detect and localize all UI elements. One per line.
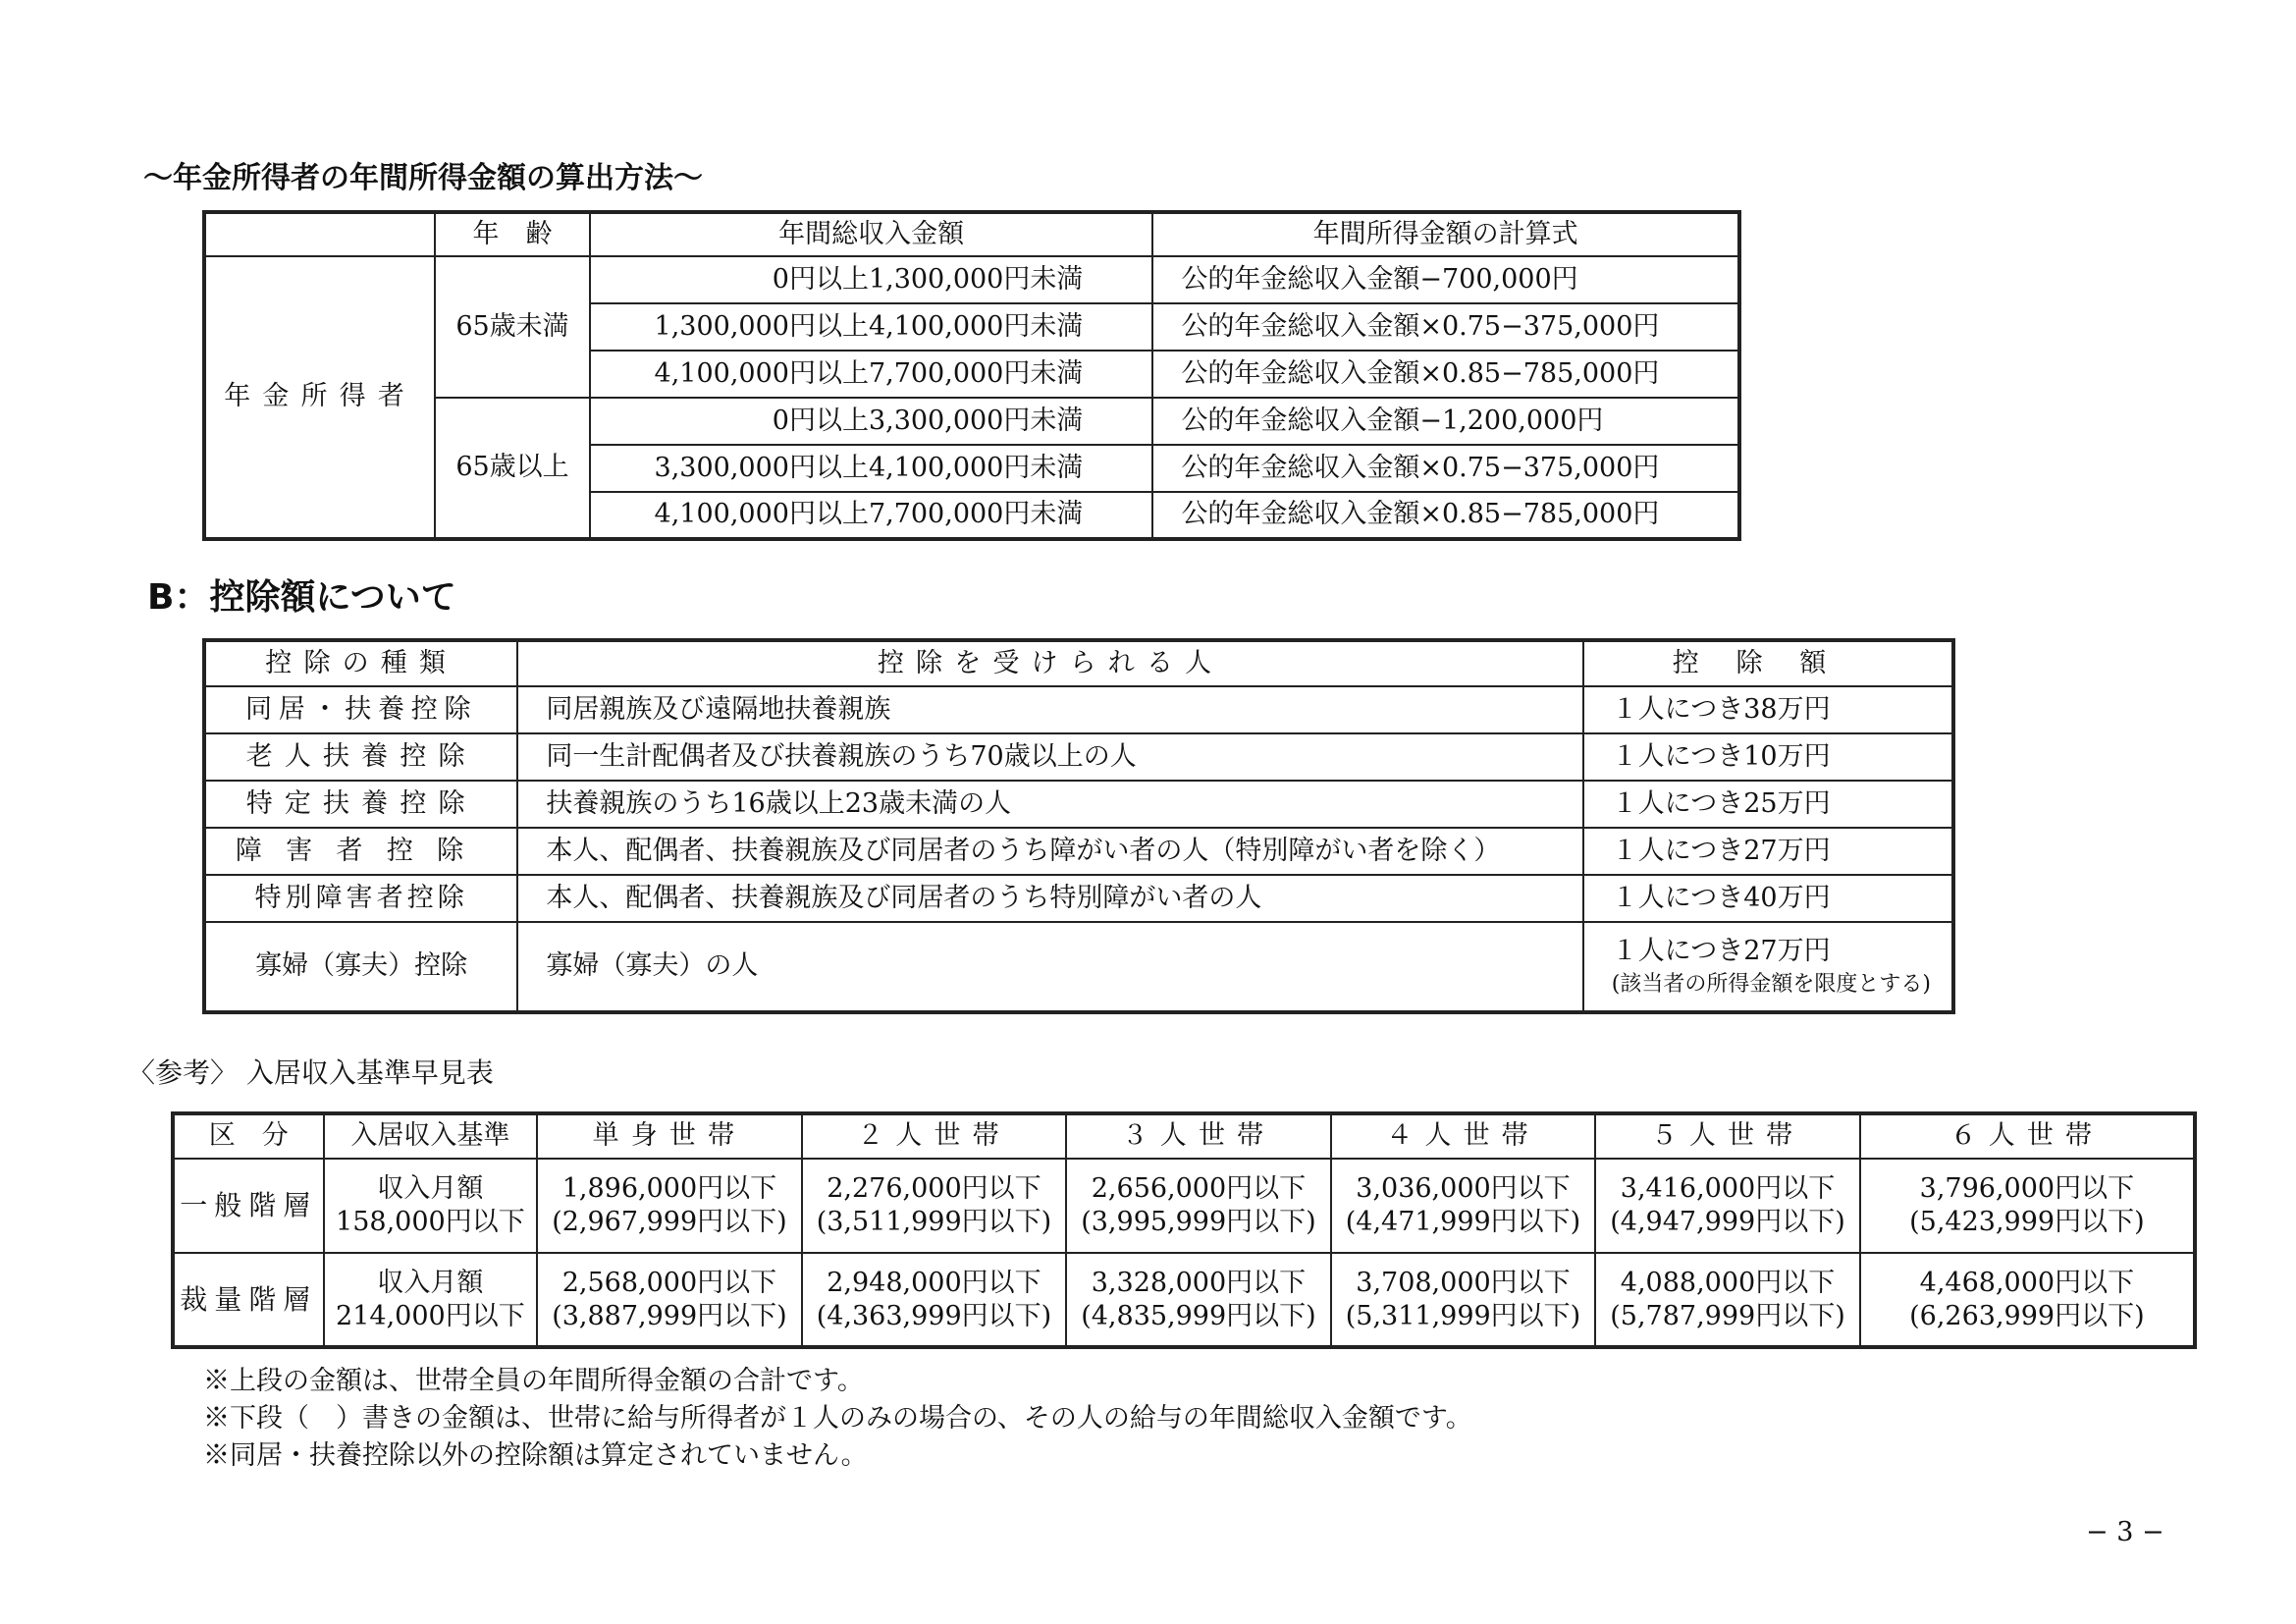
deduction-table [202,638,1955,1014]
income-salary: (4,835,999円以下) [1081,1300,1316,1331]
page-number: − 3 − [2086,1517,2164,1547]
range-cell: 1,300,000円以上4,100,000円未満 [590,303,1153,351]
note-line: ※上段の金額は、世帯全員の年間所得金額の合計です。 [203,1366,864,1396]
tier-label-cell: 裁量階層 [173,1253,324,1347]
income-cell [537,1159,802,1253]
header-cell: ４人世帯 [1331,1113,1596,1159]
income-salary: (3,995,999円以下) [1081,1207,1316,1237]
header-cell: 年 齢 [435,212,590,256]
criteria-line: 収入月額 [377,1173,484,1204]
header-cell: 年間所得金額の計算式 [1152,212,1739,256]
table-row [204,256,1739,303]
table-row [173,1159,2195,1253]
deduction-amount-text: １人につき27万円 [1611,936,1831,967]
criteria-cell [324,1253,538,1347]
deduction-who-cell: 同居親族及び遠隔地扶養親族 [517,686,1582,733]
range-cell: 0円以上3,300,000円未満 [590,398,1153,445]
header-cell: 年間総収入金額 [590,212,1153,256]
header-cell: 控除の種類 [204,640,517,686]
formula-cell: 公的年金総収入金額−1,200,000円 [1152,398,1739,445]
income-cell [802,1159,1067,1253]
table-header-row [204,640,1953,686]
formula-cell: 公的年金総収入金額−700,000円 [1152,256,1739,303]
deduction-section-title: B：控除額について [147,577,456,618]
table-row [204,733,1953,781]
income-total: 3,708,000円以下 [1356,1267,1571,1298]
table-header-row [173,1113,2195,1159]
deduction-type-cell: 障害者控除 [204,828,517,875]
deduction-amount-note: (該当者の所得金額を限度とする) [1611,971,1931,997]
note-line: ※同居・扶養控除以外の控除額は算定されていません。 [203,1440,868,1471]
income-cell [1066,1159,1331,1253]
income-reference-table [171,1111,2197,1349]
deduction-type-cell: 同居・扶養控除 [204,686,517,733]
range-cell: 3,300,000円以上4,100,000円未満 [590,445,1153,492]
income-cell [1331,1253,1596,1347]
tier-label-cell: 一般階層 [173,1159,324,1253]
income-cell [1066,1253,1331,1347]
range-cell: 4,100,000円以上7,700,000円未満 [590,351,1153,398]
note-line: ※下段（ ）書きの金額は、世帯に給与所得者が１人のみの場合の、その人の給与の年間総収入金額です。 [203,1403,1472,1434]
income-salary: (5,311,999円以下) [1345,1300,1581,1331]
income-salary: (4,363,999円以下) [816,1300,1052,1331]
income-total: 3,796,000円以下 [1919,1173,2135,1204]
income-total: 3,416,000円以下 [1620,1173,1836,1204]
header-cell: ５人世帯 [1595,1113,1860,1159]
formula-cell: 公的年金総収入金額×0.75−375,000円 [1152,445,1739,492]
deduction-who-cell: 寡婦（寡夫）の人 [517,922,1582,1012]
income-total: 4,468,000円以下 [1919,1267,2135,1298]
income-cell [802,1253,1067,1347]
income-cell [1331,1159,1596,1253]
income-total: 2,656,000円以下 [1091,1173,1307,1204]
deduction-who-cell: 本人、配偶者、扶養親族及び同居者のうち特別障がい者の人 [517,875,1582,922]
pension-section-title: 〜年金所得者の年間所得金額の算出方法〜 [143,161,703,195]
reference-section-title: 〈参考〉 入居収入基準早見表 [128,1056,494,1089]
reference-notes [203,1363,1472,1475]
income-cell [1595,1159,1860,1253]
income-total: 2,568,000円以下 [561,1267,777,1298]
header-cell [204,212,435,256]
header-cell: 入居収入基準 [324,1113,538,1159]
deduction-amount-cell: １人につき27万円 [1583,828,1953,875]
deduction-amount-cell: １人につき40万円 [1583,875,1953,922]
deduction-amount-cell: １人につき38万円 [1583,686,1953,733]
income-total: 4,088,000円以下 [1620,1267,1836,1298]
age-cell: 65歳以上 [435,398,590,539]
formula-cell: 公的年金総収入金額×0.85−785,000円 [1152,492,1739,539]
criteria-line: 収入月額 [377,1267,484,1298]
header-cell: ３人世帯 [1066,1113,1331,1159]
income-total: 3,328,000円以下 [1091,1267,1307,1298]
deduction-who-cell: 同一生計配偶者及び扶養親族のうち70歳以上の人 [517,733,1582,781]
range-cell: 0円以上1,300,000円未満 [590,256,1153,303]
deduction-type-cell: 寡婦（寡夫）控除 [204,922,517,1012]
income-salary: (5,423,999円以下) [1909,1207,2145,1237]
deduction-type-cell: 特定扶養控除 [204,781,517,828]
table-row [204,686,1953,733]
deduction-who-cell: 本人、配偶者、扶養親族及び同居者のうち障がい者の人（特別障がい者を除く） [517,828,1582,875]
table-row [204,828,1953,875]
income-total: 3,036,000円以下 [1356,1173,1571,1204]
header-cell: 控除を受けられる人 [517,640,1582,686]
table-row [204,875,1953,922]
income-total: 2,948,000円以下 [827,1267,1041,1298]
income-total: 2,276,000円以下 [827,1173,1041,1204]
income-salary: (3,887,999円以下) [552,1300,787,1331]
deduction-amount-cell: １人につき10万円 [1583,733,1953,781]
formula-cell: 公的年金総収入金額×0.85−785,000円 [1152,351,1739,398]
income-salary: (4,471,999円以下) [1345,1207,1581,1237]
category-cell: 年金所得者 [204,256,435,539]
table-row [204,781,1953,828]
header-cell: ２人世帯 [802,1113,1067,1159]
deduction-who-cell: 扶養親族のうち16歳以上23歳未満の人 [517,781,1582,828]
income-cell [1595,1253,1860,1347]
income-salary: (3,511,999円以下) [816,1207,1052,1237]
deduction-amount-cell: １人につき25万円 [1583,781,1953,828]
pension-income-table [202,210,1741,541]
deduction-type-cell: 老人扶養控除 [204,733,517,781]
header-cell: 単身世帯 [537,1113,802,1159]
criteria-line: 158,000円以下 [336,1207,525,1237]
table-row [204,922,1953,1012]
table-header-row [204,212,1739,256]
table-row [204,398,1739,445]
deduction-type-cell: 特別障害者控除 [204,875,517,922]
range-cell: 4,100,000円以上7,700,000円未満 [590,492,1153,539]
formula-cell: 公的年金総収入金額×0.75−375,000円 [1152,303,1739,351]
income-salary: (2,967,999円以下) [552,1207,787,1237]
income-salary: (5,787,999円以下) [1610,1300,1845,1331]
header-cell: 控除額 [1583,640,1953,686]
header-cell: 区 分 [173,1113,324,1159]
age-cell: 65歳未満 [435,256,590,398]
income-total: 1,896,000円以下 [561,1173,777,1204]
income-cell [537,1253,802,1347]
income-cell [1860,1253,2195,1347]
table-row [173,1253,2195,1347]
income-salary: (4,947,999円以下) [1610,1207,1845,1237]
header-cell: ６人世帯 [1860,1113,2195,1159]
criteria-cell [324,1159,538,1253]
income-cell [1860,1159,2195,1253]
criteria-line: 214,000円以下 [336,1300,525,1331]
income-salary: (6,263,999円以下) [1909,1300,2145,1331]
deduction-amount-cell [1583,922,1953,1012]
